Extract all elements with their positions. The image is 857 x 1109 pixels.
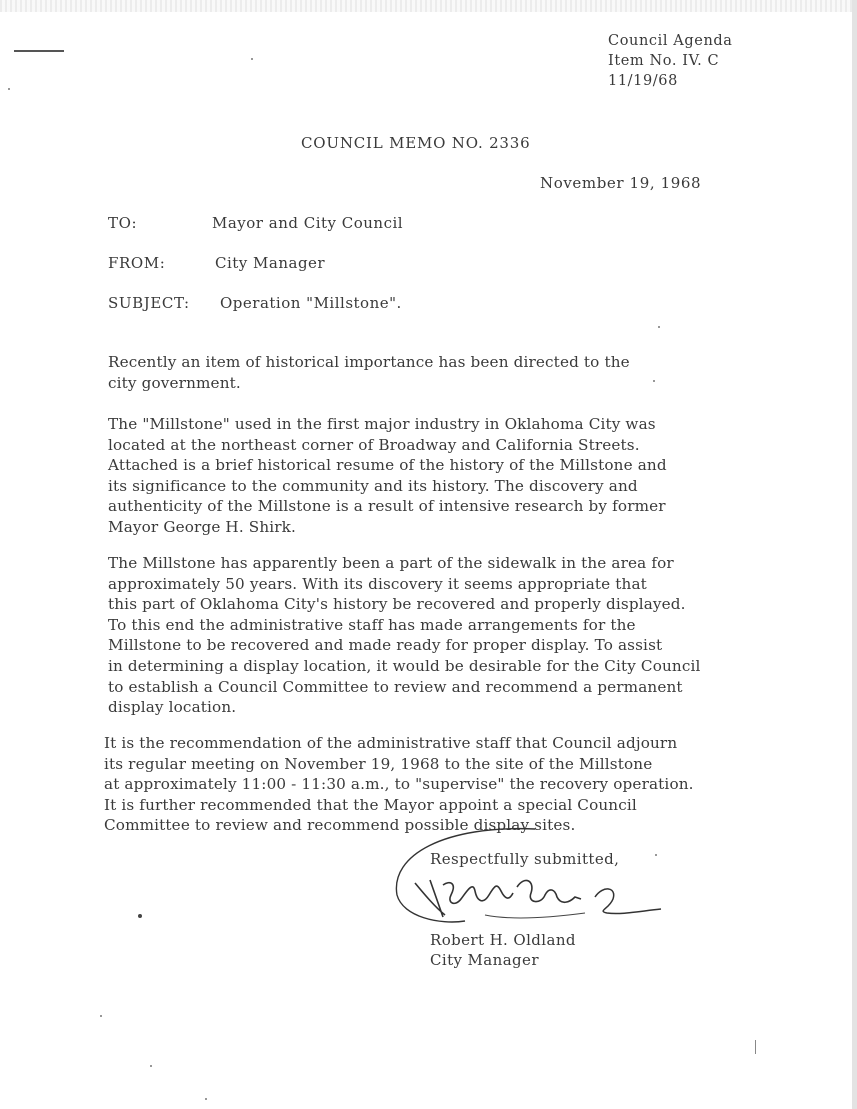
agenda-date: 11/19/68 [608,73,678,89]
body-line: Millstone to be recovered and made ready for proper display. To assist [108,636,663,655]
from-label: FROM: [108,254,166,272]
to-value: Mayor and City Council [212,214,404,232]
scan-speck [658,326,660,328]
memo-title: COUNCIL MEMO NO. 2336 [301,134,531,152]
body-line: Attached is a brief historical resume of the history of the Millstone and [108,456,667,475]
body-line: Mayor George H. Shirk. [108,517,297,536]
body-line: display location. [108,698,237,717]
body-line: Recently an item of historical importance has been directed to the [108,353,630,371]
from-value: City Manager [215,254,326,272]
body-line: located at the northeast corner of Broadway and California Streets. [108,435,640,454]
body-line: this part of Oklahoma City's history be recovered and properly displayed. [108,595,686,614]
scan-speck [653,380,655,382]
scan-speck [8,88,10,90]
scan-speck [205,1098,207,1100]
body-line: It is further recommended that the Mayor appoint a special Council [104,795,637,814]
body-line: city government. [108,373,241,392]
body-line: to establish a Council Committee to review and recommend a permanent [108,677,683,696]
body-line: It is the recommendation of the administrative staff that Council adjourn [104,734,678,752]
scan-speck [138,914,142,918]
to-label: TO: [108,214,138,232]
scan-right-edge [852,0,857,1109]
body-line: its regular meeting on November 19, 1968 to the site of the Millstone [104,754,653,773]
agenda-item-number: Item No. IV. C [608,53,720,69]
body-line: its significance to the community and its history. The discovery and [108,476,638,495]
scan-speck [251,58,253,60]
body-line: in determining a display location, it would be desirable for the City Council [108,656,701,675]
signer-title: City Manager [430,951,539,969]
body-line: To this end the administrative staff has made arrangements for the [108,615,636,634]
paragraph-intro [108,352,798,393]
agenda-label: Council Agenda [608,33,733,49]
memo-date: November 19, 1968 [540,174,702,192]
scan-mark [755,1040,756,1054]
signer-name: Robert H. Oldland [430,931,576,949]
margin-mark [14,50,64,52]
body-line: The Millstone has apparently been a part of the sidewalk in the area for [108,554,674,572]
paragraph-recommendation [104,733,794,836]
body-line: approximately 50 years. With its discovery it seems appropriate that [108,574,647,593]
body-line: at approximately 11:00 - 11:30 a.m., to "supervise" the recovery operation. [104,775,694,794]
scan-top-edge [0,0,857,12]
body-line: authenticity of the Millstone is a result of intensive research by former [108,497,666,516]
body-line: Committee to review and recommend possible display sites. [104,816,576,835]
subject-value: Operation "Millstone". [220,294,402,312]
subject-label: SUBJECT: [108,294,190,312]
body-line: The "Millstone" used in the first major industry in Oklahoma City was [108,415,656,433]
scan-speck [150,1065,152,1067]
paragraph-history [108,414,798,538]
closing-text: Respectfully submitted, [430,850,620,868]
handwritten-signature [385,825,675,935]
paragraph-recovery [108,553,798,718]
scan-speck [100,1015,102,1017]
scan-speck [655,854,657,856]
